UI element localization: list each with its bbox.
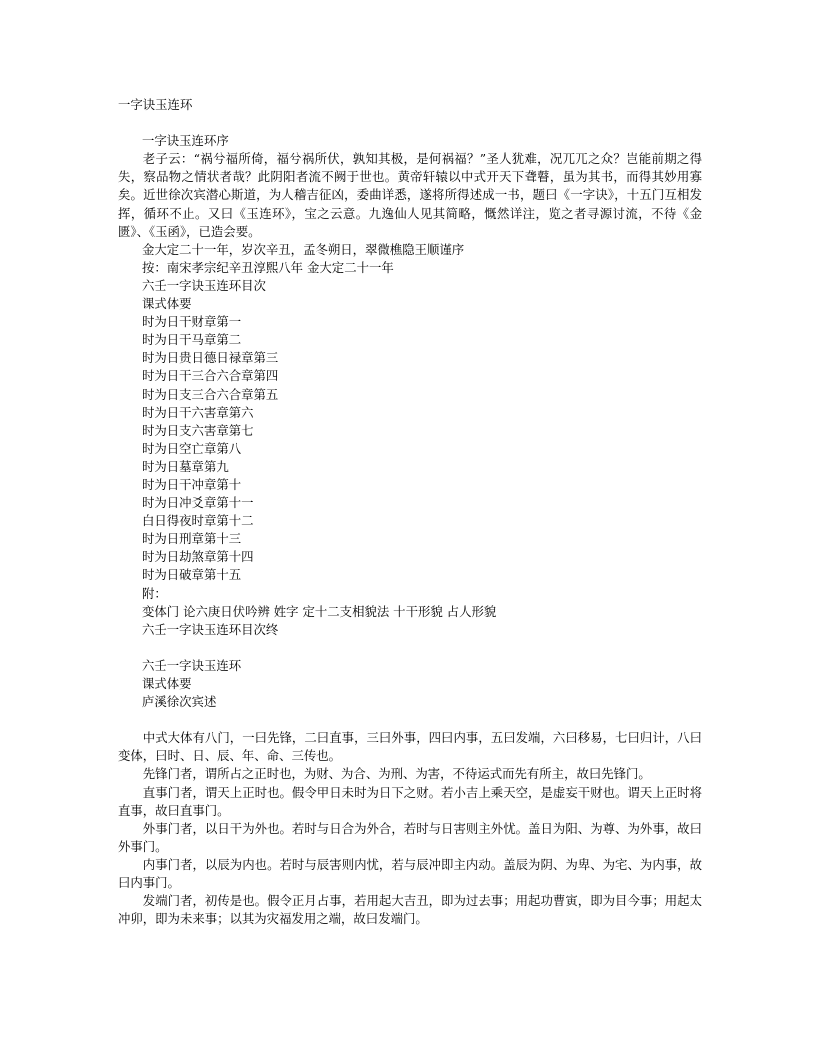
body-paragraph: 直事门者，谓天上正时也。假令甲日未时为日下之财。若小吉上乘天空，是虚妄干财也。谓天上正时将直事，故曰直事门。 [118, 784, 702, 818]
toc-item[interactable]: 时为日冲爻章第十一 [142, 495, 254, 511]
preface-heading: 一字诀玉连环序 [142, 133, 229, 149]
toc-list [118, 313, 702, 584]
document-content [118, 96, 702, 928]
spacer [118, 114, 702, 132]
document-heading: 一字诀玉连环 [118, 97, 193, 112]
toc-item[interactable]: 时为日干三合六合章第四 [142, 368, 279, 384]
toc-item[interactable]: 时为日破章第十五 [142, 567, 242, 583]
toc-heading: 六壬一字诀玉连环目次 [142, 277, 266, 293]
toc-item[interactable]: 时为日干六害章第六 [142, 404, 254, 420]
toc-item[interactable]: 时为日空亡章第八 [142, 440, 242, 456]
preface-note: 按：南宋孝宗纪辛丑淳熙八年 金大定二十一年 [142, 259, 394, 275]
toc-subheading: 课式体要 [142, 296, 192, 312]
main-title: 六壬一字诀玉连环 [142, 657, 242, 673]
body-paragraph: 中式大体有八门，一曰先锋，二曰直事，三曰外事，四曰内事，五曰发端，六曰移易，七曰归计，八曰变体，曰时、日、辰、年、命、三传也。 [118, 730, 702, 764]
toc-item[interactable]: 时为日贵日德日禄章第三 [142, 350, 279, 366]
preface-signature: 金大定二十一年，岁次辛丑，孟冬朔日，翠微樵隐王顺谨序 [142, 241, 465, 257]
toc-item[interactable]: 时为日支三合六合章第五 [142, 386, 279, 402]
preface-body: 老子云：“祸兮福所倚，福兮祸所伏，孰知其极，是何祸福？”圣人犹难，况兀兀之众？岂能前期之得失，察品物之情状者哉？此阴阳者流不阙于世也。黄帝轩辕以中式开天下聋瞽，虽为其书，而得其妙用寡矣。近世徐次宾潜心斯道，为人稽吉征凶，委曲详悉，遂将所得述成一书，题曰《一字诀》，十五门互相发挥，循环不止。又曰《玉连环》，宝之云意。九逸仙人见其简略，慨然详注，览之者寻源讨流，不待《金匮》、《玉函》，已造会要。 [118, 151, 702, 239]
toc-item[interactable]: 时为日刑章第十三 [142, 531, 242, 547]
toc-item[interactable]: 时为日墓章第九 [142, 458, 229, 474]
toc-item[interactable]: 白日得夜时章第十二 [142, 513, 254, 529]
main-subtitle: 课式体要 [142, 676, 192, 691]
toc-item[interactable]: 时为日干冲章第十 [142, 476, 242, 492]
spacer [118, 639, 702, 657]
body-paragraph: 先锋门者，谓所占之正时也，为财、为合、为刑、为害，不待运式而先有所主，故曰先锋门。 [142, 766, 651, 782]
toc-item[interactable]: 时为日劫煞章第十四 [142, 549, 254, 565]
body-paragraph: 内事门者，以辰为内也。若时与辰害则内忧，若与辰冲即主内动。盖辰为阴、为卑、为宅、为内事，故曰内事门。 [118, 856, 702, 891]
toc-item[interactable]: 时为日干财章第一 [142, 314, 242, 330]
toc-item[interactable]: 时为日干马章第二 [142, 332, 242, 348]
appendix-label: 附： [142, 585, 167, 601]
toc-end-marker: 六壬一字诀玉连环目次终 [142, 621, 279, 637]
appendix-items: 变体门 论六庚日伏吟辨 姓字 定十二支相貌法 十干形貌 占人形貌 [142, 603, 497, 619]
toc-item[interactable]: 时为日支六害章第七 [142, 422, 254, 438]
body-paragraph: 发端门者，初传是也。假令正月占事，若用起大吉丑，即为过去事；用起功曹寅，即为目今事；用起太冲卯，即为未来事；以其为灾福发用之端，故曰发端门。 [118, 893, 702, 927]
main-author: 庐溪徐次宾述 [142, 694, 217, 710]
spacer [118, 711, 702, 729]
body-paragraph: 外事门者，以日干为外也。若时与日合为外合，若时与日害则主外忧。盖日为阳、为尊、为外事，故曰外事门。 [118, 820, 702, 854]
